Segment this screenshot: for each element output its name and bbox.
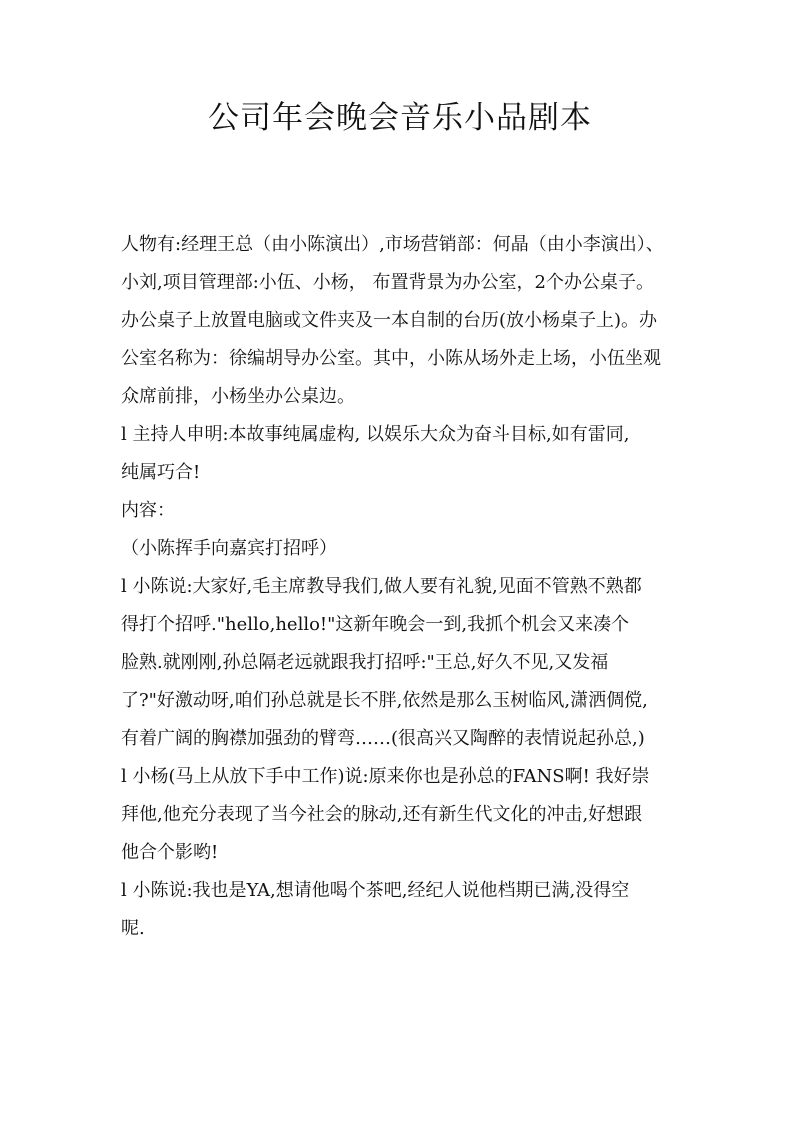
paragraph-line: 呢.	[121, 918, 145, 939]
paragraph-line: 办公桌子上放置电脑或文件夹及一本自制的台历(放小杨桌子上)。办	[121, 310, 658, 331]
paragraph-line: 脸熟.就刚刚,孙总隔老远就跟我打招呼:"王总,好久不见,又发福	[121, 652, 609, 673]
paragraph-line: 小刘,项目管理部:小伍、小杨， 布置背景为办公室，2个办公桌子。	[121, 272, 654, 293]
paragraph-line: 得打个招呼."hello,hello!"这新年晚会一到,我抓个机会又来凑个	[121, 614, 630, 635]
script-body	[121, 226, 691, 948]
paragraph-line: 了?"好激动呀,咱们孙总就是长不胖,依然是那么玉树临风,潇洒倜傥,	[121, 690, 648, 711]
paragraph-line: 有着广阔的胸襟加强劲的臂弯……(很高兴又陶醉的表情说起孙总,)	[121, 728, 645, 749]
section-heading: 内容：	[121, 500, 175, 521]
paragraph-line: l 小杨(马上从放下手中工作)说:原来你也是孙总的FANS啊! 我好崇	[121, 766, 650, 787]
paragraph-line: l 小陈说:我也是YA,想请他喝个茶吧,经纪人说他档期已满,没得空	[121, 880, 630, 901]
stage-direction: （小陈挥手向嘉宾打招呼）	[121, 538, 337, 559]
paragraph-line: l 主持人申明:本故事纯属虚构, 以娱乐大众为奋斗目标,如有雷同,	[121, 424, 630, 445]
page-title: 公司年会晚会音乐小品剧本	[208, 100, 592, 136]
paragraph-line: 纯属巧合!	[121, 462, 201, 483]
paragraph-line: 拜他,他充分表现了当今社会的脉动,还有新生代文化的冲击,好想跟	[121, 804, 643, 825]
paragraph-line: 众席前排，小杨坐办公桌边。	[121, 386, 355, 407]
paragraph-line: 他合个影哟!	[121, 842, 219, 863]
paragraph-line: 公室名称为：徐编胡导办公室。其中，小陈从场外走上场，小伍坐观	[121, 348, 661, 369]
paragraph-line: 人物有:经理王总（由小陈演出）,市场营销部：何晶（由小李演出）、	[121, 234, 664, 255]
paragraph-line: l 小陈说:大家好,毛主席教导我们,做人要有礼貌,见面不管熟不熟都	[121, 576, 642, 597]
